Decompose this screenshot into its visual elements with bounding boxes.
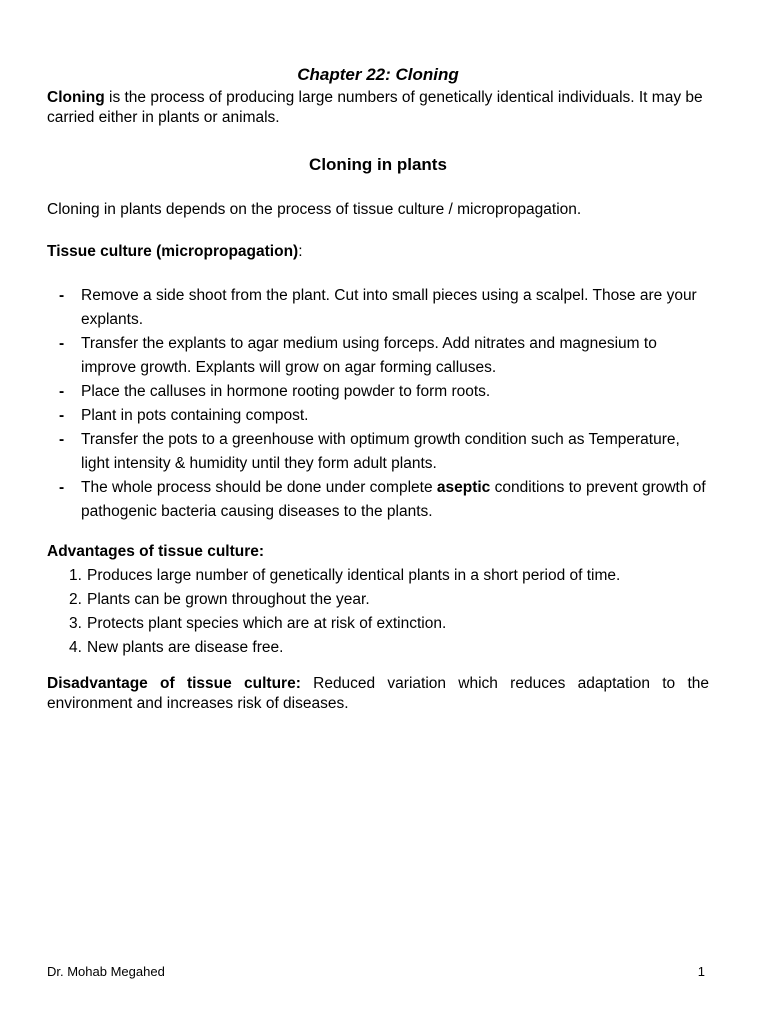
list-item: [47, 564, 709, 588]
step-text-after: conditions to prevent growth of pathogenic bacteria causing diseases to the plants.: [81, 479, 706, 520]
advantage-text: Protects plant species which are at risk of extinction.: [87, 615, 447, 632]
intro-text: is the process of producing large numbers of genetically identical individuals. It may be carried either in plants or animals.: [47, 89, 703, 126]
bullet-dash: -: [59, 479, 65, 496]
chapter-title: Chapter 22: Cloning: [297, 65, 459, 84]
tissue-culture-heading: [47, 242, 709, 262]
footer-page-number: 1: [697, 964, 705, 979]
disadvantage-paragraph: [47, 674, 709, 714]
page-content: [47, 64, 709, 714]
section-intro: Cloning in plants depends on the process of tissue culture / micropropagation.: [47, 201, 582, 218]
tissue-culture-heading-label: Tissue culture (micropropagation): [47, 243, 299, 260]
step-text: Place the calluses in hormone rooting powder to form roots.: [81, 383, 491, 400]
item-number: 1.: [69, 567, 82, 584]
tissue-culture-heading-colon: :: [298, 243, 303, 260]
item-number: 4.: [69, 639, 82, 656]
list-item: [47, 612, 709, 636]
list-item: [47, 476, 709, 524]
bullet-dash: -: [59, 335, 65, 352]
list-item: [47, 332, 709, 380]
item-number: 3.: [69, 615, 82, 632]
step-text: Transfer the pots to a greenhouse with optimum growth condition such as Temperature, light intensity & humidity until they form adult plants.: [81, 431, 680, 472]
intro-term: Cloning: [47, 89, 105, 106]
disadvantage-label: Disadvantage of tissue culture:: [47, 675, 301, 692]
footer-author: Dr. Mohab Megahed: [47, 964, 165, 979]
bullet-dash: -: [59, 407, 65, 424]
list-item: [47, 404, 709, 428]
steps-list: [47, 284, 709, 524]
intro-paragraph: [47, 88, 709, 128]
list-item: [47, 428, 709, 476]
list-item: [47, 380, 709, 404]
list-item: [47, 284, 709, 332]
step-text: Remove a side shoot from the plant. Cut into small pieces using a scalpel. Those are your explants.: [81, 287, 697, 328]
bullet-dash: -: [59, 431, 65, 448]
item-number: 2.: [69, 591, 82, 608]
step-text-before: The whole process should be done under complete: [81, 479, 437, 496]
section-heading: Cloning in plants: [309, 155, 447, 174]
list-item: [47, 588, 709, 612]
advantage-text: Plants can be grown throughout the year.: [87, 591, 370, 608]
step-text: Transfer the explants to agar medium using forceps. Add nitrates and magnesium to improve growth. Explants will grow on agar forming calluses.: [81, 335, 657, 376]
disadvantage-text: Reduced variation which reduces adaptation to the environment and increases risk of diseases.: [47, 675, 709, 712]
step-text-bold: aseptic: [436, 479, 491, 496]
advantages-list: [47, 564, 709, 660]
list-item: [47, 636, 709, 660]
step-text: Plant in pots containing compost.: [81, 407, 309, 424]
bullet-dash: -: [59, 287, 65, 304]
advantage-text: New plants are disease free.: [87, 639, 284, 656]
bullet-dash: -: [59, 383, 65, 400]
advantage-text: Produces large number of genetically identical plants in a short period of time.: [87, 567, 621, 584]
advantages-heading: Advantages of tissue culture:: [47, 543, 265, 560]
